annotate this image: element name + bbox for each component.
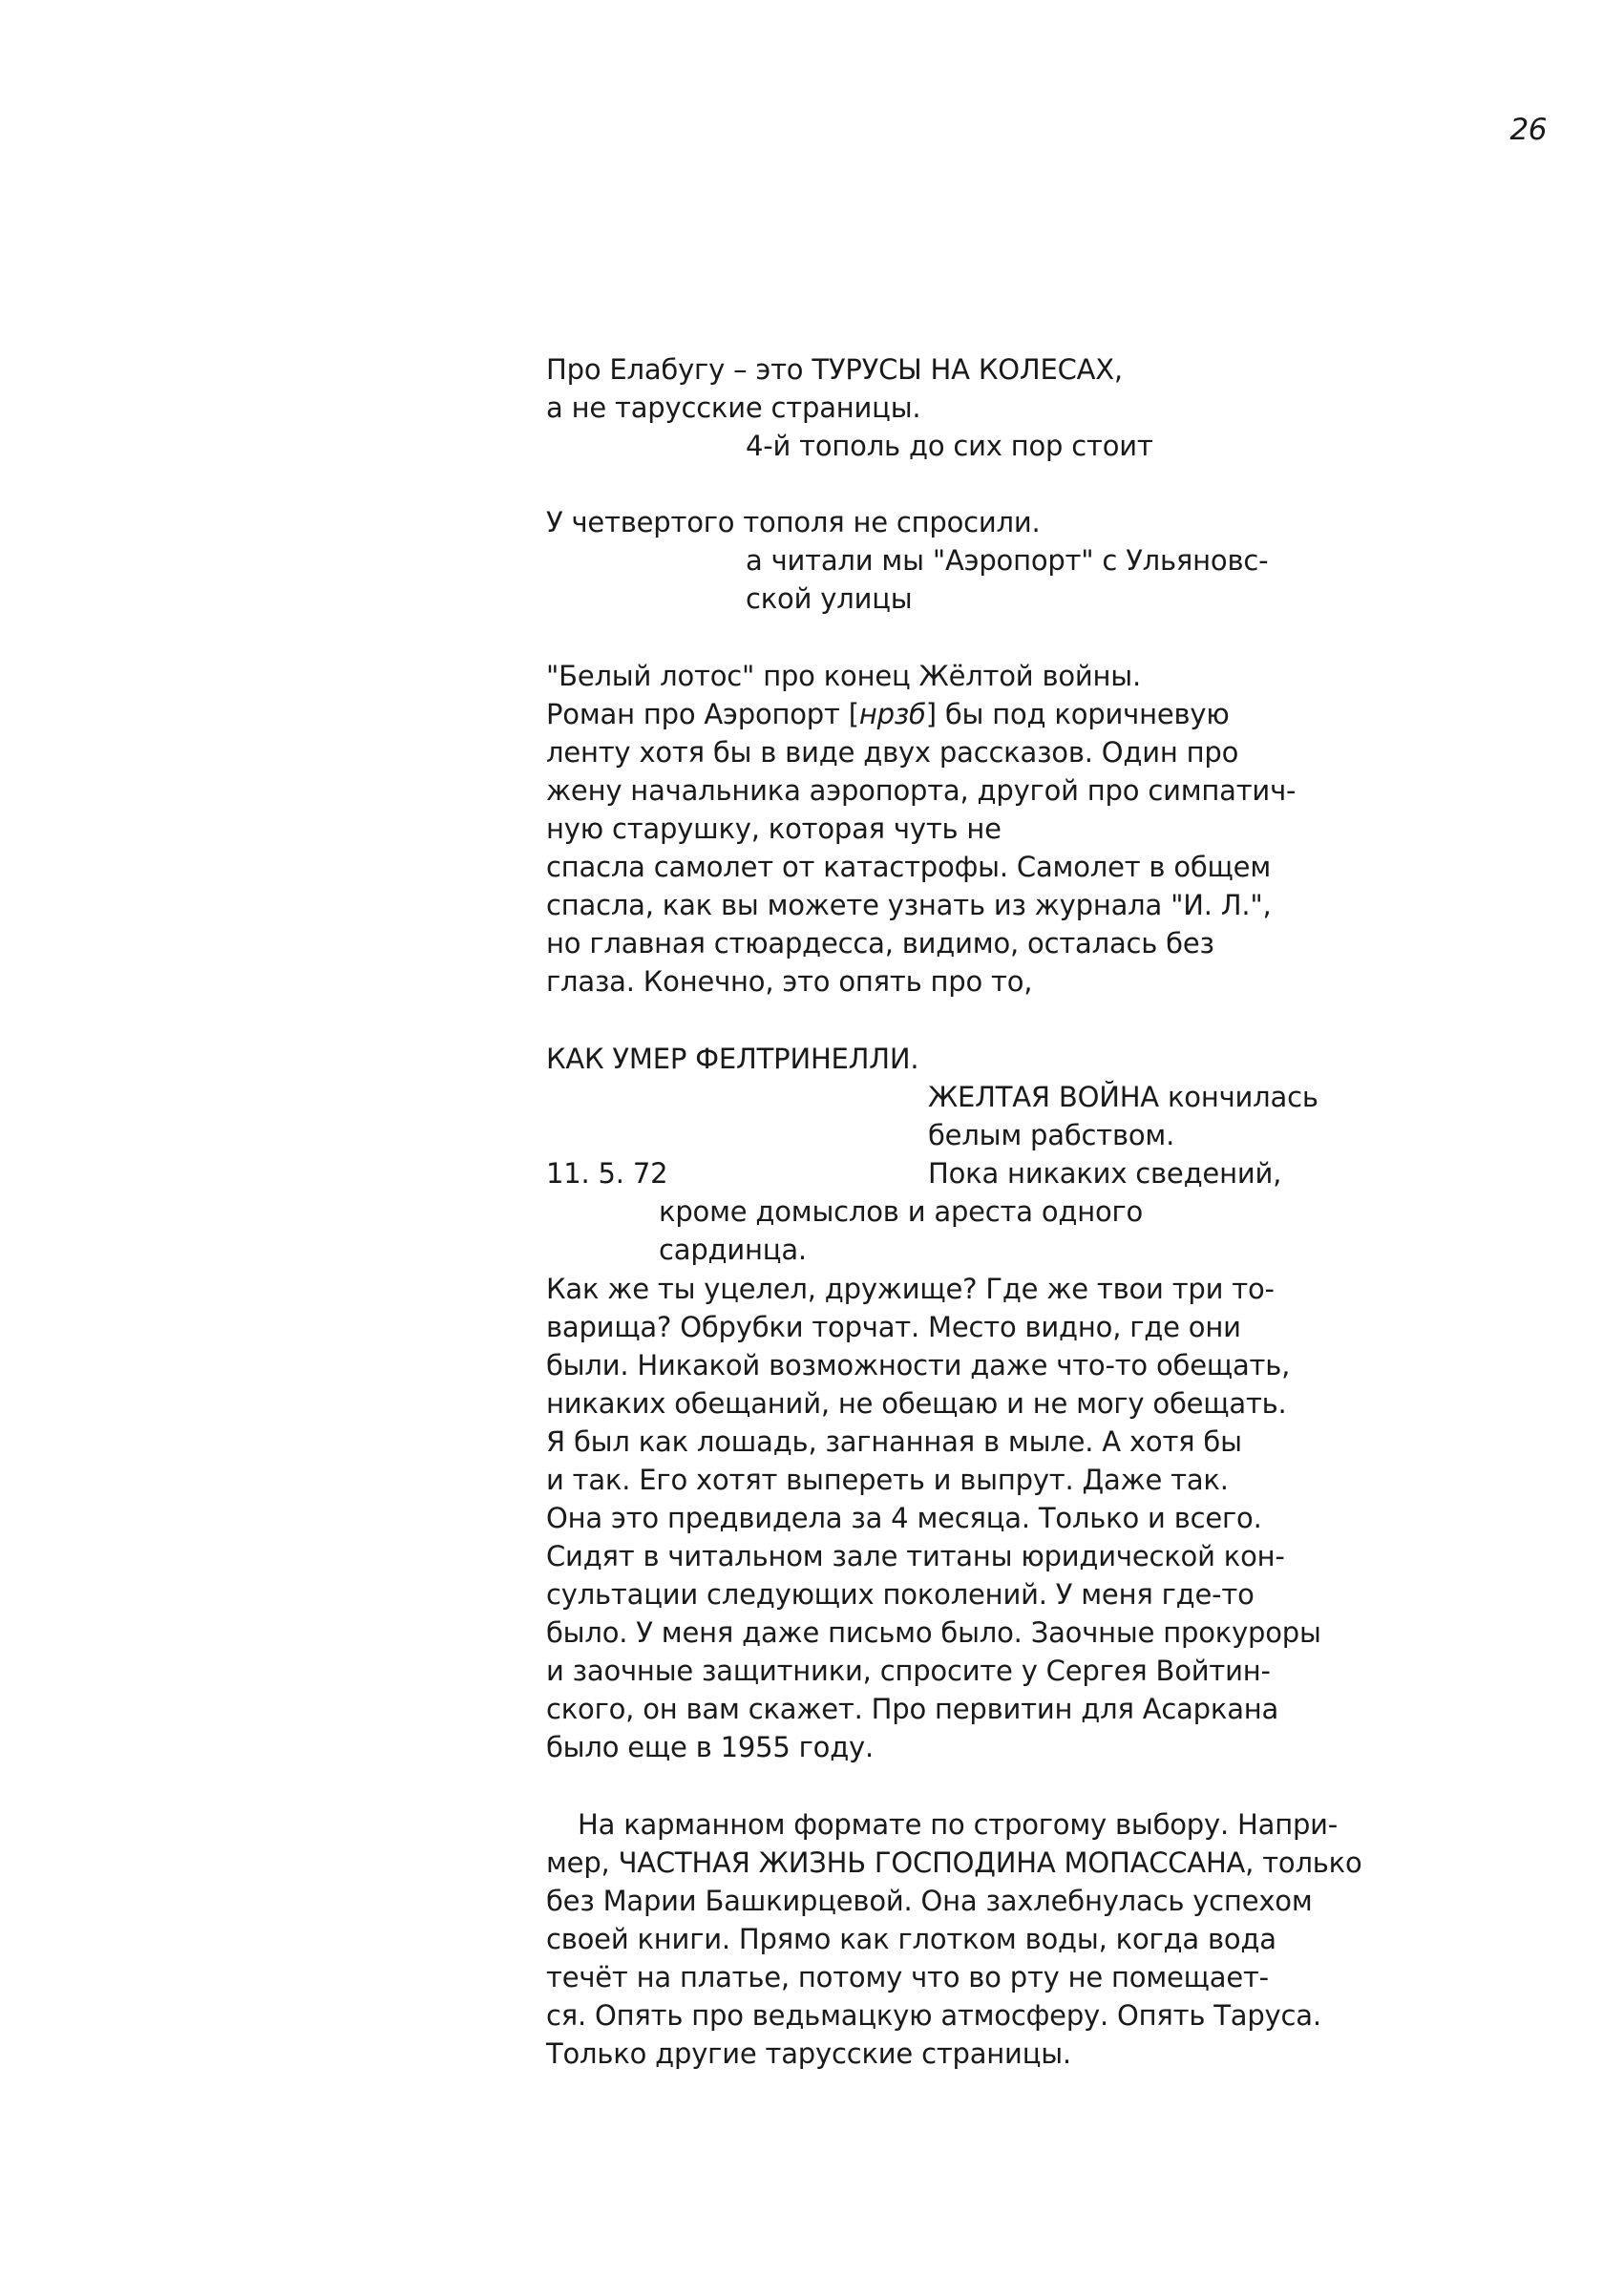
text-line: белым рабством.: [928, 1119, 1175, 1151]
text-line: ную старушку, которая чуть не: [546, 812, 1002, 845]
text-line: 4-й тополь до сих пор стоит: [746, 430, 1153, 462]
text-segment: Роман про Аэропорт [: [546, 698, 859, 730]
text-line: Пока никаких сведений,: [928, 1157, 1282, 1190]
text-line: а не тарусские страницы.: [546, 391, 921, 424]
text-line: Она это предвидела за 4 месяца. Только и всего.: [546, 1502, 1262, 1534]
illegible-marker: нрзб: [858, 698, 926, 730]
text-line: кроме домыслов и ареста одного: [659, 1195, 1144, 1228]
text-line: У четвертого тополя не спросили.: [546, 506, 1041, 538]
text-line: мер, ЧАСТНАЯ ЖИЗНЬ ГОСПОДИНА МОПАССАНА, только: [546, 1846, 1362, 1879]
text-line: "Белый лотос" про конец Жёлтой войны.: [546, 660, 1142, 692]
text-line: Только другие тарусские страницы.: [546, 2037, 1071, 2070]
text-line: и заочные защитники, спросите у Сергея Войтин-: [546, 1655, 1271, 1687]
text-line: варища? Обрубки торчат. Место видно, где они: [546, 1311, 1241, 1343]
text-line: спасла, как вы можете узнать из журнала "И. Л.",: [546, 889, 1272, 921]
text-line: жену начальника аэропорта, другой про симпатич-: [546, 774, 1297, 807]
text-line: своей книги. Прямо как глотком воды, когда вода: [546, 1923, 1276, 1955]
text-line: Как же ты уцелел, дружище? Где же твои три то-: [546, 1273, 1275, 1305]
text-line: спасла самолет от катастрофы. Самолет в общем: [546, 851, 1271, 883]
text-line: и так. Его хотят выпереть и выпрут. Даже так.: [546, 1464, 1229, 1496]
text-line: было. У меня даже письмо было. Заочные прокуроры: [546, 1616, 1321, 1649]
text-segment: ] бы под коричневую: [925, 698, 1230, 730]
page-number: 26: [1509, 113, 1547, 147]
text-line: ЖЕЛТАЯ ВОЙНА кончилась: [928, 1081, 1318, 1113]
text-line: ской улицы: [746, 582, 913, 615]
date-label: 11. 5. 72: [546, 1157, 668, 1190]
text-line: течёт на платье, потому что во рту не помещает-: [546, 1961, 1269, 1993]
text-line: Про Елабугу – это ТУРУСЫ НА КОЛЕСАХ,: [546, 353, 1123, 386]
text-line: ся. Опять про ведьмацкую атмосферу. Опять Таруса.: [546, 1999, 1321, 2032]
text-line: Сидят в читальном зале титаны юридической кон-: [546, 1540, 1285, 1572]
text-line: но главная стюардесса, видимо, осталась без: [546, 927, 1214, 960]
text-line: [546, 695, 1230, 733]
text-line: без Марии Башкирцевой. Она захлебнулась успехом: [546, 1885, 1313, 1917]
text-line: Я был как лошадь, загнанная в мыле. А хотя бы: [546, 1425, 1242, 1458]
text-line: сультации следующих поколений. У меня где-то: [546, 1578, 1255, 1611]
text-line: никаких обещаний, не обещаю и не могу обещать.: [546, 1387, 1287, 1420]
text-line: а читали мы "Аэропорт" с Ульяновс-: [746, 544, 1269, 577]
text-line: были. Никакой возможности даже что-то обещать,: [546, 1349, 1291, 1382]
text-line: было еще в 1955 году.: [546, 1731, 875, 1763]
text-line: На карманном формате по строгому выбору. Напри-: [578, 1808, 1339, 1841]
text-line: сардинца.: [659, 1234, 807, 1266]
text-line: ского, он вам скажет. Про первитин для Асаркана: [546, 1693, 1279, 1725]
text-line: ленту хотя бы в виде двух рассказов. Один про: [546, 736, 1239, 769]
text-line: глаза. Конечно, это опять про то,: [546, 965, 1033, 998]
section-heading: КАК УМЕР ФЕЛТРИНЕЛЛИ.: [546, 1043, 919, 1075]
